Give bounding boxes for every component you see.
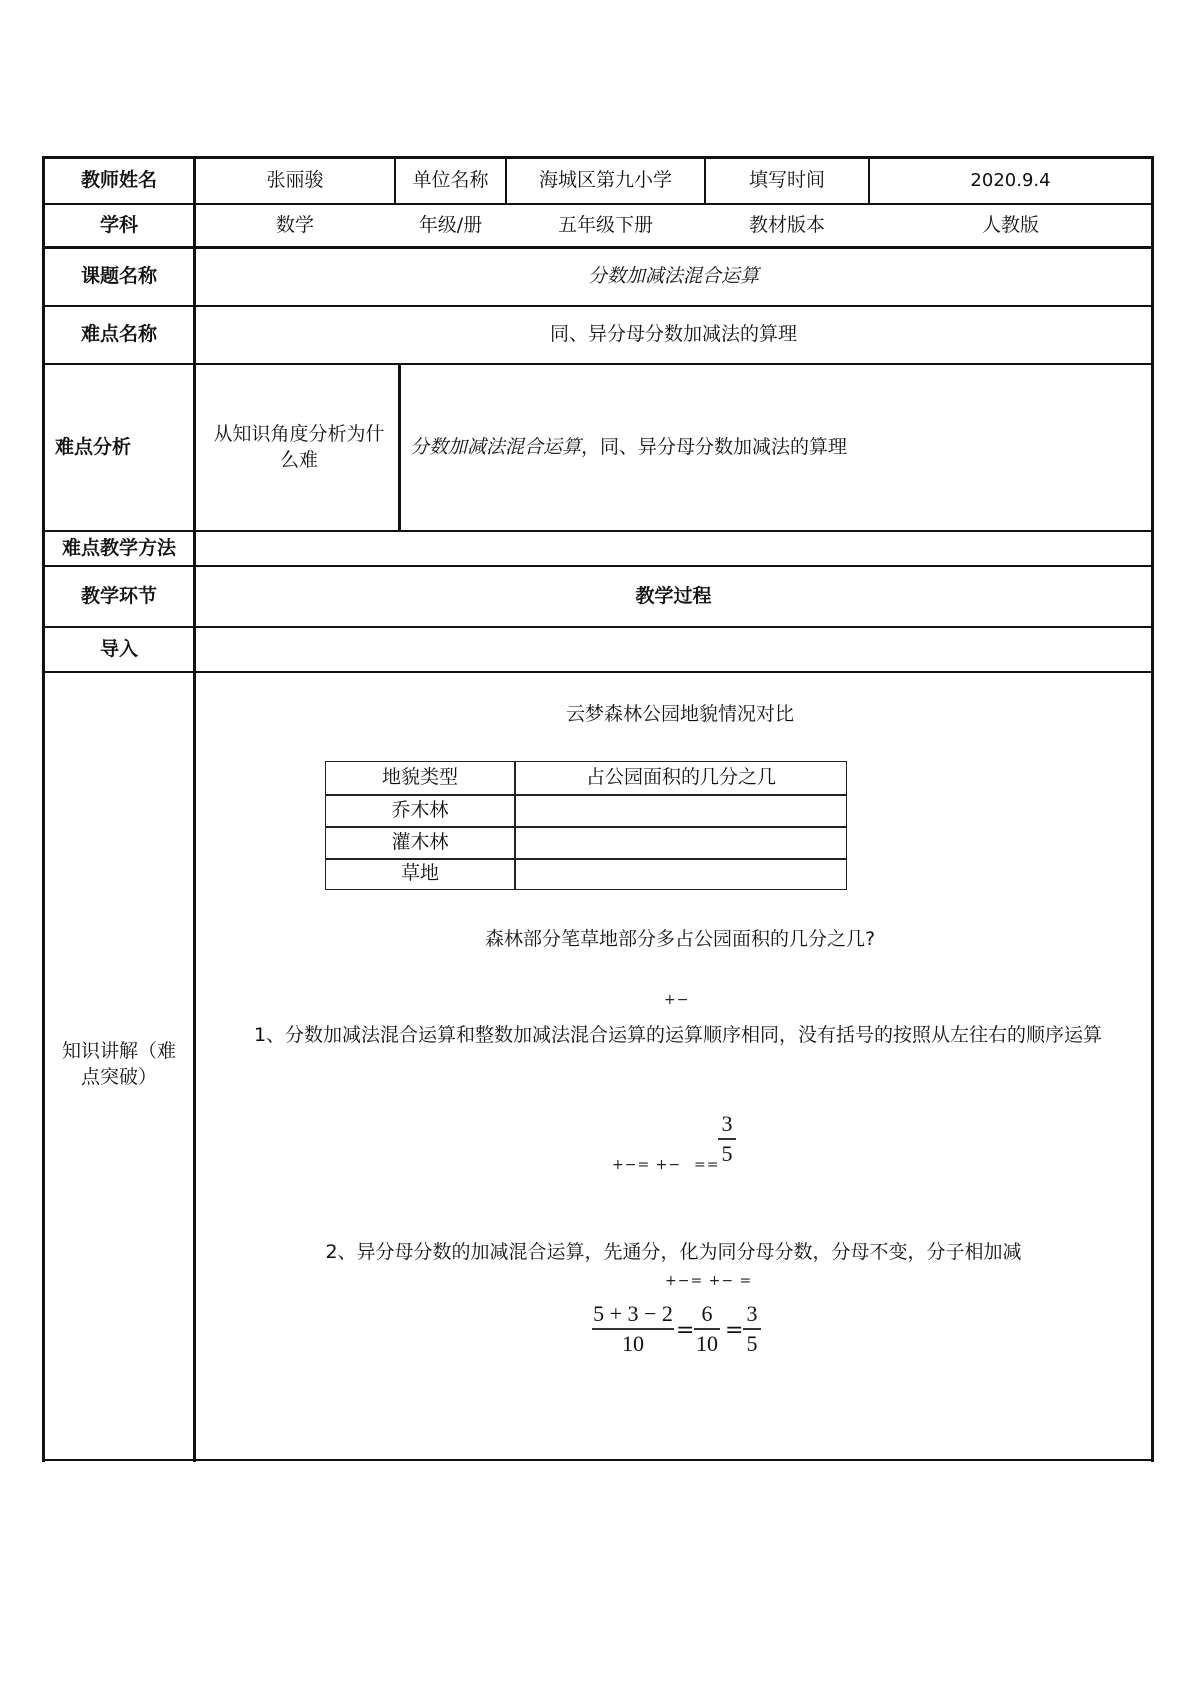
table-border-bottom bbox=[42, 1459, 1154, 1461]
inner-table-cell-fraction bbox=[516, 795, 846, 826]
formula-fragment: +−= +− = bbox=[665, 1273, 753, 1289]
edition-value: 人教版 bbox=[981, 213, 1039, 236]
teaching-process-label: 教学过程 bbox=[635, 584, 712, 607]
intro-value bbox=[196, 628, 1151, 671]
fraction-numerator: 5 + 3 − 2 bbox=[593, 1301, 673, 1326]
analysis-value bbox=[410, 365, 1145, 530]
inner-table-cell-type: 乔木林 bbox=[391, 798, 449, 821]
fraction-bar bbox=[718, 1138, 736, 1140]
equals-sign: = bbox=[676, 1318, 695, 1343]
difficulty-label: 难点名称 bbox=[80, 323, 157, 346]
subject-value: 数学 bbox=[275, 213, 314, 236]
analysis-value-italic: 分数加减法混合运算 bbox=[410, 435, 582, 458]
col-divider bbox=[398, 363, 401, 532]
fraction-denominator: 10 bbox=[696, 1330, 718, 1356]
analysis-label: 难点分析 bbox=[55, 435, 132, 458]
inner-table-header-fraction: 占公园面积的几分之几 bbox=[585, 766, 776, 789]
analysis-value-rest: ，同、异分母分数加减法的算理 bbox=[581, 435, 848, 458]
grade-value: 五年级下册 bbox=[557, 213, 653, 236]
fill-date-value: 2020.9.4 bbox=[970, 169, 1051, 191]
teacher-name-label: 教师姓名 bbox=[80, 169, 157, 192]
knowledge-label: 知识讲解（难点突破） bbox=[62, 1040, 177, 1088]
inner-table-header-type: 地貌类型 bbox=[381, 766, 458, 789]
intro-label: 导入 bbox=[99, 637, 138, 660]
table-border-right bbox=[1151, 156, 1154, 1462]
edition-label: 教材版本 bbox=[748, 213, 825, 236]
fraction-numerator: 3 bbox=[721, 1111, 733, 1136]
equation-1-mid: == bbox=[694, 1157, 720, 1173]
fraction-denominator: 5 bbox=[721, 1140, 733, 1166]
fraction-bar bbox=[592, 1328, 674, 1330]
point-2-text: 2、异分母分数的加减混合运算，先通分，化为同分母分数，分母不变，分子相加减 bbox=[325, 1241, 1022, 1263]
analysis-sub-label: 从知识角度分析为什么难 bbox=[213, 422, 385, 471]
topic-value: 分数加减法混合运算 bbox=[587, 265, 759, 288]
fraction-denominator: 10 bbox=[622, 1330, 644, 1356]
question-text: 森林部分笔草地部分多占公园面积的几分之几? bbox=[484, 928, 876, 951]
inner-table-title: 云梦森林公园地貌情况对比 bbox=[565, 703, 794, 726]
difficulty-value: 同、异分母分数加减法的算理 bbox=[549, 323, 797, 346]
equation-2-fraction bbox=[743, 1303, 761, 1355]
equation-2-fraction bbox=[694, 1303, 720, 1355]
unit-name-label: 单位名称 bbox=[412, 169, 489, 192]
fraction-numerator: 3 bbox=[746, 1301, 758, 1326]
grade-label: 年级/册 bbox=[418, 213, 483, 236]
subject-label: 学科 bbox=[99, 213, 138, 236]
fraction-bar bbox=[694, 1328, 720, 1330]
equation-2-fraction bbox=[592, 1303, 674, 1355]
formula-fragment: +− bbox=[664, 992, 690, 1008]
topic-label: 课题名称 bbox=[80, 265, 157, 288]
inner-table-cell-type: 灌木林 bbox=[391, 830, 449, 853]
fill-date-label: 填写时间 bbox=[748, 169, 825, 192]
teaching-stage-label: 教学环节 bbox=[80, 584, 157, 607]
equation-1-left: +−= +− bbox=[612, 1157, 682, 1173]
inner-table-cell-fraction bbox=[516, 827, 846, 858]
teacher-name-value: 张丽骏 bbox=[266, 169, 324, 192]
point-1-text: 1、分数加减法混合运算和整数加减法混合运算的运算顺序相同，没有括号的按照从左往右的顺序运算 bbox=[253, 1024, 1103, 1046]
row-divider bbox=[42, 671, 1154, 673]
teaching-method-label: 难点教学方法 bbox=[61, 536, 176, 559]
equals-sign: = bbox=[725, 1318, 744, 1343]
equation-1-fraction bbox=[718, 1113, 736, 1165]
fraction-numerator: 6 bbox=[701, 1301, 713, 1326]
inner-table-cell-type: 草地 bbox=[400, 862, 439, 885]
fraction-bar bbox=[743, 1328, 761, 1330]
inner-table-cell-fraction bbox=[516, 859, 846, 889]
teaching-method-value bbox=[196, 532, 1151, 565]
landform-table bbox=[325, 761, 847, 890]
fraction-denominator: 5 bbox=[746, 1330, 758, 1356]
unit-name-value: 海城区第九小学 bbox=[538, 169, 672, 192]
